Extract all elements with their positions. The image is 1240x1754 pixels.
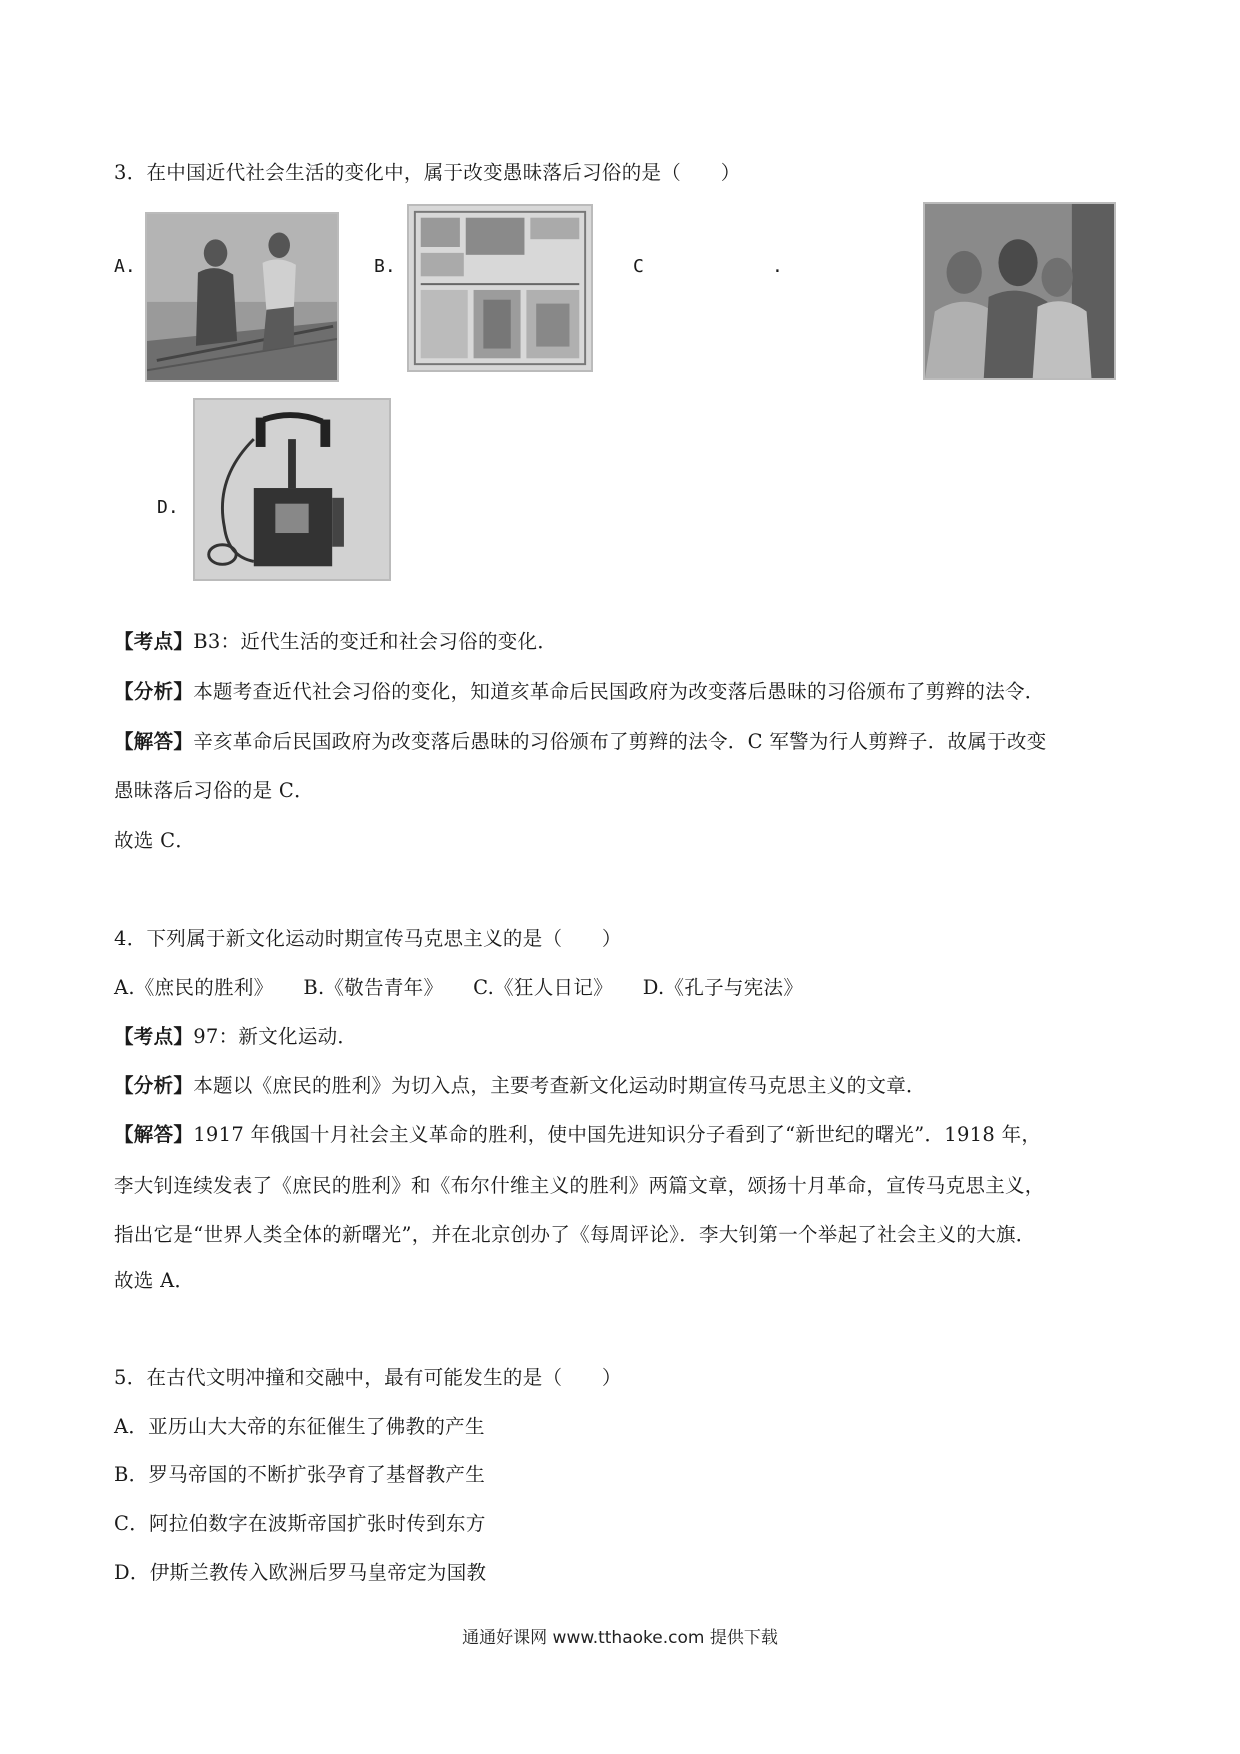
q4-jieda-line-2: 李大钊连续发表了《庶民的胜利》和《布尔什维主义的胜利》两篇文章，颂扬十月革命，宣传马克思主义， bbox=[114, 1174, 1045, 1197]
q3-option-b-image bbox=[407, 204, 593, 372]
q3-answer: 故选 C． bbox=[114, 829, 196, 852]
q5-option-d: D．伊斯兰教传入欧洲后罗马皇帝定为国教 bbox=[114, 1561, 487, 1584]
q5-question: 5．在古代文明冲撞和交融中，最有可能发生的是（ ） bbox=[114, 1366, 622, 1389]
q5-option-a: A．亚历山大大帝的东征催生了佛教的产生 bbox=[114, 1415, 485, 1438]
q3-option-b-label: B. bbox=[374, 256, 396, 277]
q3-fenxi: 【分析】本题考查近代社会习俗的变化，知道亥革命后民国政府为改变落后愚昧的习俗颁布了剪辫的法令． bbox=[114, 680, 1045, 703]
q5-option-c: C．阿拉伯数字在波斯帝国扩张时传到东方 bbox=[114, 1512, 486, 1535]
q3-option-d-image bbox=[193, 398, 391, 581]
q3-jieda-line-2: 愚昧落后习俗的是 C． bbox=[114, 779, 314, 802]
q4-jieda-line-3: 指出它是“世界人类全体的新曙光”，并在北京创办了《每周评论》．李大钊第一个举起了社会主义的大旗． bbox=[114, 1223, 1036, 1246]
q4-fenxi: 【分析】本题以《庶民的胜利》为切入点，主要考查新文化运动时期宣传马克思主义的文章． bbox=[114, 1074, 926, 1097]
q3-option-c-label: C bbox=[633, 256, 644, 277]
q4-options: A.《庶民的胜利》 B.《敬告青年》 C.《狂人日记》 D.《孔子与宪法》 bbox=[114, 976, 804, 999]
q3-option-c-dot: . bbox=[772, 256, 783, 277]
q3-option-a-image bbox=[145, 212, 339, 382]
q4-question: 4．下列属于新文化运动时期宣传马克思主义的是（ ） bbox=[114, 927, 622, 950]
q4-answer: 故选 A． bbox=[114, 1269, 195, 1292]
q5-option-b: B．罗马帝国的不断扩张孕育了基督教产生 bbox=[114, 1463, 486, 1486]
q3-kaodian: 【考点】B3：近代生活的变迁和社会习俗的变化． bbox=[114, 630, 558, 653]
q3-question: 3．在中国近代社会生活的变化中，属于改变愚昧落后习俗的是（ ） bbox=[114, 161, 741, 184]
q4-kaodian: 【考点】97：新文化运动． bbox=[114, 1025, 358, 1048]
q3-option-d-label: D. bbox=[157, 497, 179, 518]
page-footer: 通通好课网 www.tthaoke.com 提供下载 bbox=[462, 1628, 778, 1648]
q3-jieda-line-1: 【解答】辛亥革命后民国政府为改变落后愚昧的习俗颁布了剪辫的法令．C 军警为行人剪辫子．故属于改变 bbox=[114, 730, 1047, 753]
q4-jieda-line-1: 【解答】1917 年俄国十月社会主义革命的胜利，使中国先进知识分子看到了“新世纪的曙光”．1918 年， bbox=[114, 1123, 1042, 1146]
q3-option-c-image bbox=[923, 202, 1116, 380]
q3-option-a-label: A. bbox=[114, 256, 136, 277]
